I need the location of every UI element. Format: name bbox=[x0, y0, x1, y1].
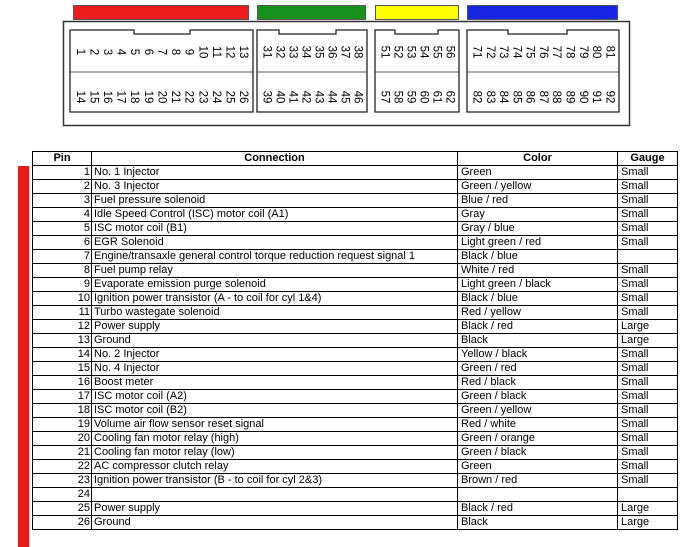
connector-pin-label: 90 bbox=[576, 90, 589, 104]
header-gauge: Gauge bbox=[618, 152, 678, 166]
gauge-cell bbox=[618, 250, 678, 264]
connection-cell: No. 3 Injector bbox=[92, 180, 458, 194]
connection-cell: Idle Speed Control (ISC) motor coil (A1) bbox=[92, 208, 458, 222]
connector-pin-label: 17 bbox=[114, 90, 127, 104]
gauge-cell: Small bbox=[618, 208, 678, 222]
table-row bbox=[33, 250, 678, 264]
color-cell: Green bbox=[458, 460, 618, 474]
connector-pin-label: 31 bbox=[260, 45, 273, 59]
pin-cell: 18 bbox=[33, 404, 92, 418]
connection-cell: Ground bbox=[92, 334, 458, 348]
connector-pin-label: 33 bbox=[286, 45, 299, 59]
connector-pin-label: 82 bbox=[470, 90, 483, 104]
table-row bbox=[33, 502, 678, 516]
pin-cell: 13 bbox=[33, 334, 92, 348]
color-cell: Brown / red bbox=[458, 474, 618, 488]
gauge-cell: Small bbox=[618, 446, 678, 460]
connection-cell: Power supply bbox=[92, 320, 458, 334]
connection-cell: Ignition power transistor (A - to coil for cyl 1&4) bbox=[92, 292, 458, 306]
pinout-table bbox=[32, 151, 678, 530]
ecu-connector-diagram bbox=[0, 0, 700, 140]
connector-pin-label: 25 bbox=[223, 90, 236, 104]
gauge-cell: Small bbox=[618, 306, 678, 320]
table-row bbox=[33, 292, 678, 306]
connector-pin-label: 56 bbox=[443, 45, 456, 59]
pin-cell: 9 bbox=[33, 278, 92, 292]
gauge-cell: Small bbox=[618, 418, 678, 432]
connector-pin-label: 73 bbox=[497, 45, 510, 59]
connector-pin-label: 75 bbox=[523, 45, 536, 59]
gauge-cell: Large bbox=[618, 334, 678, 348]
color-cell: Yellow / black bbox=[458, 348, 618, 362]
connector-pin-label: 3 bbox=[101, 48, 114, 56]
pin-cell: 1 bbox=[33, 166, 92, 180]
connector-pin-label: 39 bbox=[260, 90, 273, 104]
pin-cell: 25 bbox=[33, 502, 92, 516]
connector-pin-label: 42 bbox=[299, 90, 312, 104]
connector-pin-label: 8 bbox=[169, 48, 182, 56]
color-cell: White / red bbox=[458, 264, 618, 278]
connector-pin-label: 79 bbox=[576, 45, 589, 59]
color-cell: Green / black bbox=[458, 446, 618, 460]
connection-cell: ISC motor coil (B2) bbox=[92, 404, 458, 418]
connector-pin-label: 54 bbox=[417, 45, 430, 59]
connector-pin-label: 35 bbox=[312, 45, 325, 59]
pin-cell: 20 bbox=[33, 432, 92, 446]
connector-pin-label: 58 bbox=[391, 90, 404, 104]
connector-pin-label: 13 bbox=[237, 45, 250, 59]
pin-cell: 2 bbox=[33, 180, 92, 194]
connection-cell: AC compressor clutch relay bbox=[92, 460, 458, 474]
connector-pin-label: 55 bbox=[430, 45, 443, 59]
connector-pin-label: 24 bbox=[209, 90, 222, 104]
pin-cell: 16 bbox=[33, 376, 92, 390]
color-cell: Black / red bbox=[458, 320, 618, 334]
connection-cell: Boost meter bbox=[92, 376, 458, 390]
gauge-cell: Small bbox=[618, 362, 678, 376]
pin-cell: 8 bbox=[33, 264, 92, 278]
color-cell: Black / blue bbox=[458, 250, 618, 264]
connector-pin-label: 88 bbox=[550, 90, 563, 104]
connector-pin-label: 91 bbox=[590, 90, 603, 104]
table-row bbox=[33, 404, 678, 418]
connector-pin-label: 2 bbox=[87, 48, 100, 56]
connector-pin-label: 19 bbox=[141, 90, 154, 104]
connector-pin-label: 46 bbox=[351, 90, 364, 104]
gauge-cell: Small bbox=[618, 278, 678, 292]
table-row bbox=[33, 208, 678, 222]
connector-pin-label: 15 bbox=[87, 90, 100, 104]
table-row bbox=[33, 432, 678, 446]
connection-cell: Ground bbox=[92, 516, 458, 530]
color-cell: Gray / blue bbox=[458, 222, 618, 236]
pin-cell: 10 bbox=[33, 292, 92, 306]
color-cell: Green / black bbox=[458, 390, 618, 404]
connection-cell: ISC motor coil (A2) bbox=[92, 390, 458, 404]
pin-cell: 14 bbox=[33, 348, 92, 362]
connector-pin-label: 92 bbox=[603, 90, 616, 104]
color-cell: Blue / red bbox=[458, 194, 618, 208]
gauge-cell: Small bbox=[618, 222, 678, 236]
color-cell: Black / red bbox=[458, 502, 618, 516]
gauge-cell: Small bbox=[618, 460, 678, 474]
color-cell: Black / blue bbox=[458, 292, 618, 306]
connector-pin-label: 44 bbox=[325, 90, 338, 104]
connector-pin-label: 20 bbox=[155, 90, 168, 104]
connector-pin-label: 37 bbox=[338, 45, 351, 59]
color-cell bbox=[458, 488, 618, 502]
table-row bbox=[33, 348, 678, 362]
connector-pin-label: 43 bbox=[312, 90, 325, 104]
table-row bbox=[33, 320, 678, 334]
gauge-cell: Large bbox=[618, 516, 678, 530]
connection-cell: Power supply bbox=[92, 502, 458, 516]
color-cell: Green / red bbox=[458, 362, 618, 376]
gauge-cell: Small bbox=[618, 180, 678, 194]
connector-outline bbox=[64, 22, 630, 126]
connection-cell: Fuel pressure solenoid bbox=[92, 194, 458, 208]
table-row bbox=[33, 418, 678, 432]
color-cell: Light green / red bbox=[458, 236, 618, 250]
header-pin: Pin bbox=[33, 152, 92, 166]
pin-cell: 22 bbox=[33, 460, 92, 474]
connector-pin-label: 18 bbox=[128, 90, 141, 104]
connector-pin-label: 61 bbox=[430, 90, 443, 104]
connector-pin-label: 51 bbox=[378, 45, 391, 59]
pin-cell: 24 bbox=[33, 488, 92, 502]
connector-pin-label: 86 bbox=[523, 90, 536, 104]
connector-pin-label: 34 bbox=[299, 45, 312, 59]
connector-pin-label: 22 bbox=[182, 90, 195, 104]
connector-pin-label: 89 bbox=[563, 90, 576, 104]
table-row bbox=[33, 376, 678, 390]
table-row bbox=[33, 278, 678, 292]
connector-pin-label: 77 bbox=[550, 45, 563, 59]
connector-pin-label: 85 bbox=[510, 90, 523, 104]
gauge-cell: Small bbox=[618, 166, 678, 180]
connection-cell: No. 1 Injector bbox=[92, 166, 458, 180]
connector-pin-label: 12 bbox=[223, 45, 236, 59]
connection-cell: EGR Solenoid bbox=[92, 236, 458, 250]
color-cell: Black bbox=[458, 334, 618, 348]
gauge-cell: Small bbox=[618, 432, 678, 446]
connection-cell: Ignition power transistor (B - to coil for cyl 2&3) bbox=[92, 474, 458, 488]
table-row bbox=[33, 222, 678, 236]
connection-cell: Engine/transaxle general control torque reduction request signal 1 bbox=[92, 250, 458, 264]
table-row bbox=[33, 194, 678, 208]
connector-pin-label: 32 bbox=[273, 45, 286, 59]
connector-pin-label: 45 bbox=[338, 90, 351, 104]
connection-cell: Cooling fan motor relay (high) bbox=[92, 432, 458, 446]
connector-pin-label: 36 bbox=[325, 45, 338, 59]
connector-pin-label: 4 bbox=[114, 48, 127, 56]
gauge-cell: Large bbox=[618, 502, 678, 516]
connector-pin-label: 78 bbox=[563, 45, 576, 59]
pin-cell: 26 bbox=[33, 516, 92, 530]
header-color: Color bbox=[458, 152, 618, 166]
color-cell: Light green / black bbox=[458, 278, 618, 292]
pin-cell: 12 bbox=[33, 320, 92, 334]
color-cell: Black bbox=[458, 516, 618, 530]
header-connection: Connection bbox=[92, 152, 458, 166]
table-row bbox=[33, 236, 678, 250]
connector-pin-label: 6 bbox=[141, 48, 154, 56]
connector-pin-label: 76 bbox=[536, 45, 549, 59]
color-cell: Green bbox=[458, 166, 618, 180]
pin-cell: 21 bbox=[33, 446, 92, 460]
connector-pin-label: 23 bbox=[196, 90, 209, 104]
pin-cell: 15 bbox=[33, 362, 92, 376]
table-row bbox=[33, 180, 678, 194]
connector-pin-label: 83 bbox=[483, 90, 496, 104]
connector-pin-label: 81 bbox=[603, 45, 616, 59]
connector-pin-label: 14 bbox=[73, 90, 86, 104]
gauge-cell: Small bbox=[618, 474, 678, 488]
gauge-cell: Large bbox=[618, 320, 678, 334]
connector-pin-label: 1 bbox=[73, 48, 86, 56]
pin-cell: 6 bbox=[33, 236, 92, 250]
gauge-cell bbox=[618, 488, 678, 502]
table-row bbox=[33, 390, 678, 404]
table-row bbox=[33, 362, 678, 376]
connector-pin-label: 9 bbox=[182, 48, 195, 56]
connector-pin-label: 84 bbox=[497, 90, 510, 104]
color-cell: Gray bbox=[458, 208, 618, 222]
connector-pin-label: 5 bbox=[128, 48, 141, 56]
table-row bbox=[33, 474, 678, 488]
connection-cell: No. 2 Injector bbox=[92, 348, 458, 362]
connector-pin-label: 26 bbox=[237, 90, 250, 104]
table-row bbox=[33, 460, 678, 474]
pin-cell: 19 bbox=[33, 418, 92, 432]
table-row bbox=[33, 306, 678, 320]
connector-pin-label: 7 bbox=[155, 48, 168, 56]
pin-cell: 4 bbox=[33, 208, 92, 222]
connector-pin-label: 57 bbox=[378, 90, 391, 104]
connector-pin-label: 74 bbox=[510, 45, 523, 59]
connection-cell: Turbo wastegate solenoid bbox=[92, 306, 458, 320]
table-row bbox=[33, 446, 678, 460]
gauge-cell: Small bbox=[618, 376, 678, 390]
gauge-cell: Small bbox=[618, 390, 678, 404]
red-edge-marker bbox=[18, 166, 29, 547]
gauge-cell: Small bbox=[618, 348, 678, 362]
connection-cell bbox=[92, 488, 458, 502]
connection-cell: Cooling fan motor relay (low) bbox=[92, 446, 458, 460]
connector-pin-label: 38 bbox=[351, 45, 364, 59]
color-cell: Green / yellow bbox=[458, 180, 618, 194]
connection-cell: ISC motor coil (B1) bbox=[92, 222, 458, 236]
pin-cell: 11 bbox=[33, 306, 92, 320]
connector-pin-label: 71 bbox=[470, 45, 483, 59]
connection-cell: Fuel pump relay bbox=[92, 264, 458, 278]
connector-pin-label: 40 bbox=[273, 90, 286, 104]
connector-pin-label: 11 bbox=[209, 46, 222, 58]
color-cell: Red / black bbox=[458, 376, 618, 390]
table-row bbox=[33, 516, 678, 530]
gauge-cell: Small bbox=[618, 236, 678, 250]
connector-pin-label: 60 bbox=[417, 90, 430, 104]
table-row bbox=[33, 166, 678, 180]
connection-cell: No. 4 Injector bbox=[92, 362, 458, 376]
color-cell: Green / yellow bbox=[458, 404, 618, 418]
connection-cell: Volume air flow sensor reset signal bbox=[92, 418, 458, 432]
connector-pin-label: 80 bbox=[590, 45, 603, 59]
table-row bbox=[33, 334, 678, 348]
connector-pin-label: 52 bbox=[391, 45, 404, 59]
color-cell: Red / yellow bbox=[458, 306, 618, 320]
connector-pin-label: 16 bbox=[101, 90, 114, 104]
table-header-row bbox=[33, 152, 678, 166]
pin-cell: 17 bbox=[33, 390, 92, 404]
gauge-cell: Small bbox=[618, 404, 678, 418]
connector-pin-label: 21 bbox=[169, 90, 182, 104]
gauge-cell: Small bbox=[618, 292, 678, 306]
connector-pin-label: 59 bbox=[404, 90, 417, 104]
connector-pin-label: 53 bbox=[404, 45, 417, 59]
gauge-cell: Small bbox=[618, 264, 678, 278]
connection-cell: Evaporate emission purge solenoid bbox=[92, 278, 458, 292]
color-cell: Red / white bbox=[458, 418, 618, 432]
connector-pin-label: 10 bbox=[196, 45, 209, 59]
gauge-cell: Small bbox=[618, 194, 678, 208]
pin-cell: 23 bbox=[33, 474, 92, 488]
connector-pin-label: 72 bbox=[483, 45, 496, 59]
pin-cell: 7 bbox=[33, 250, 92, 264]
table-row bbox=[33, 264, 678, 278]
pin-cell: 3 bbox=[33, 194, 92, 208]
connector-pin-label: 87 bbox=[536, 90, 549, 104]
pin-cell: 5 bbox=[33, 222, 92, 236]
color-cell: Green / orange bbox=[458, 432, 618, 446]
connector-pin-label: 41 bbox=[286, 90, 299, 104]
connector-pin-label: 62 bbox=[443, 90, 456, 104]
table-row bbox=[33, 488, 678, 502]
